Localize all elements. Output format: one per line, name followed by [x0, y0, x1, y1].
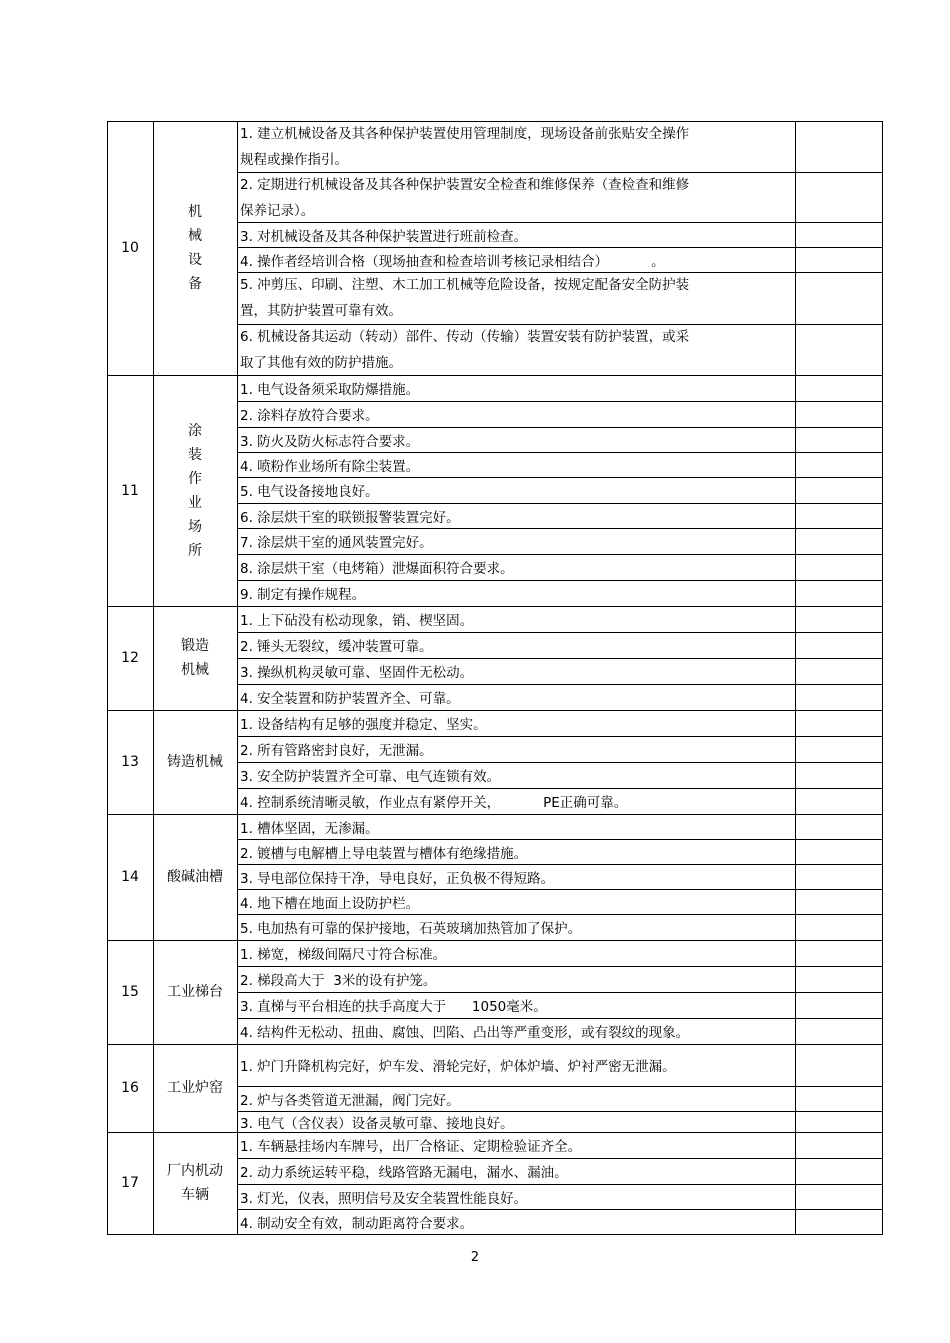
- result-cell[interactable]: [795, 222, 882, 247]
- row-divider: [237, 658, 882, 659]
- row-divider: [237, 914, 882, 915]
- section-border: [107, 1044, 882, 1045]
- check-item: 2. 定期进行机械设备及其各种保护装置安全检查和维修保养（查检查和维修 保养记录）。: [240, 177, 690, 219]
- row-divider: [237, 247, 882, 248]
- check-item: 2. 动力系统运转平稳，线路管路无漏电，漏水、漏油。: [240, 1165, 568, 1181]
- result-cell[interactable]: [795, 839, 882, 864]
- result-cell[interactable]: [795, 889, 882, 914]
- row-divider: [237, 427, 882, 428]
- row-divider: [237, 1086, 882, 1087]
- row-divider: [237, 528, 882, 529]
- check-item: 1. 电气设备须采取防爆措施。: [240, 382, 420, 398]
- result-cell[interactable]: [795, 1184, 882, 1209]
- result-cell[interactable]: [795, 452, 882, 477]
- check-item: 4. 安全装置和防护装置齐全、可靠。: [240, 691, 460, 707]
- result-cell[interactable]: [795, 1111, 882, 1132]
- check-item: 2. 所有管路密封良好，无泄漏。: [240, 743, 433, 759]
- row-divider: [237, 966, 882, 967]
- section-number: 17: [121, 1175, 139, 1191]
- check-item: 2. 涂料存放符合要求。: [240, 408, 379, 424]
- column-divider: [153, 121, 154, 1235]
- result-cell[interactable]: [795, 658, 882, 684]
- row-divider: [237, 1184, 882, 1185]
- row-divider: [237, 864, 882, 865]
- page-number: 2: [470, 1250, 480, 1265]
- column-divider: [882, 121, 883, 1235]
- result-cell[interactable]: [795, 940, 882, 966]
- row-divider: [237, 762, 882, 763]
- check-item: 4. 操作者经培训合格（现场抽查和检查培训考核记录相结合） 。: [240, 253, 665, 270]
- row-divider: [237, 477, 882, 478]
- section-number: 15: [121, 984, 139, 1000]
- check-item: 4. 地下槽在地面上设防护栏。: [240, 895, 420, 912]
- check-item: 1. 梯宽，梯级间隔尺寸符合标准。: [240, 947, 447, 963]
- row-divider: [237, 272, 882, 273]
- result-cell[interactable]: [795, 814, 882, 839]
- section-number: 12: [121, 650, 139, 666]
- row-divider: [237, 1111, 882, 1112]
- section-border: [107, 940, 882, 941]
- row-divider: [237, 580, 882, 581]
- section-number: 10: [121, 240, 139, 256]
- check-item: 2. 镀槽与电解槽上导电装置与槽体有绝缘措施。: [240, 845, 528, 862]
- section-number: 16: [121, 1080, 139, 1096]
- section-border: [107, 1132, 882, 1133]
- result-cell[interactable]: [795, 1158, 882, 1184]
- result-cell[interactable]: [795, 401, 882, 427]
- check-item: 1. 上下砧没有松动现象，销、楔坚固。: [240, 613, 474, 629]
- result-cell[interactable]: [795, 632, 882, 658]
- result-cell[interactable]: [795, 606, 882, 632]
- result-cell[interactable]: [795, 992, 882, 1018]
- check-item: 4. 控制系统清晰灵敏，作业点有紧停开关， PE正确可靠。: [240, 795, 628, 811]
- result-cell[interactable]: [795, 1044, 882, 1086]
- row-divider: [237, 401, 882, 402]
- check-item: 3. 操纵机构灵敏可靠、坚固件无松动。: [240, 665, 474, 681]
- result-cell[interactable]: [795, 324, 882, 375]
- row-divider: [237, 992, 882, 993]
- result-cell[interactable]: [795, 1209, 882, 1234]
- result-cell[interactable]: [795, 477, 882, 503]
- check-item: 3. 导电部位保持干净，导电良好，正负极不得短路。: [240, 870, 555, 887]
- section-category: 机 械 设 备: [188, 204, 202, 292]
- check-item: 1. 槽体坚固，无渗漏。: [240, 820, 379, 837]
- section-border: [107, 606, 882, 607]
- check-item: 2. 锤头无裂纹，缓冲装置可靠。: [240, 639, 433, 655]
- section-category: 涂 装 作 业 场 所: [188, 422, 202, 559]
- column-divider: [795, 121, 796, 1235]
- check-item: 6. 机械设备其运动（转动）部件、传动（传输）装置安装有防护装置，或采 取了其他有效的防护措施。: [240, 329, 690, 371]
- result-cell[interactable]: [795, 375, 882, 401]
- section-border: [107, 710, 882, 711]
- check-item: 4. 制动安全有效，制动距离符合要求。: [240, 1215, 474, 1232]
- section-number: 11: [121, 482, 139, 499]
- row-divider: [237, 736, 882, 737]
- result-cell[interactable]: [795, 554, 882, 580]
- row-divider: [237, 222, 882, 223]
- result-cell[interactable]: [795, 710, 882, 736]
- result-cell[interactable]: [795, 247, 882, 272]
- row-divider: [237, 452, 882, 453]
- result-cell[interactable]: [795, 684, 882, 710]
- row-divider: [237, 172, 882, 173]
- check-item: 9. 制定有操作规程。: [240, 587, 366, 603]
- row-divider: [237, 684, 882, 685]
- check-item: 3. 灯光，仪表，照明信号及安全装置性能良好。: [240, 1190, 528, 1207]
- check-item: 8. 涂层烘干室（电烤箱）泄爆面积符合要求。: [240, 561, 514, 577]
- result-cell[interactable]: [795, 788, 882, 814]
- result-cell[interactable]: [795, 528, 882, 554]
- section-number: 13: [121, 754, 139, 770]
- section-category: 工业炉窑: [167, 1080, 223, 1096]
- check-item: 3. 防火及防火标志符合要求。: [240, 433, 420, 450]
- row-divider: [237, 554, 882, 555]
- check-item: 4. 结构件无松动、扭曲、腐蚀、凹陷、凸出等严重变形，或有裂纹的现象。: [240, 1025, 690, 1041]
- check-item: 6. 涂层烘干室的联锁报警装置完好。: [240, 509, 460, 526]
- check-item: 7. 涂层烘干室的通风装置完好。: [240, 535, 433, 551]
- result-cell[interactable]: [795, 1086, 882, 1111]
- result-cell[interactable]: [795, 966, 882, 992]
- check-item: 3. 对机械设备及其各种保护装置进行班前检查。: [240, 228, 528, 245]
- section-category: 锻造 机械: [181, 638, 209, 678]
- result-cell[interactable]: [795, 762, 882, 788]
- section-border: [107, 375, 882, 376]
- row-divider: [237, 1158, 882, 1159]
- result-cell[interactable]: [795, 580, 882, 606]
- result-cell[interactable]: [795, 1018, 882, 1044]
- result-cell[interactable]: [795, 121, 882, 172]
- check-item: 3. 直梯与平台相连的扶手高度大于 1050毫米。: [240, 999, 547, 1015]
- check-item: 1. 设备结构有足够的强度并稳定、坚实。: [240, 717, 487, 733]
- check-item: 3. 安全防护装置齐全可靠、电气连锁有效。: [240, 769, 501, 785]
- row-divider: [237, 1018, 882, 1019]
- row-divider: [237, 324, 882, 325]
- section-number: 14: [121, 869, 139, 885]
- row-divider: [237, 839, 882, 840]
- column-divider: [107, 121, 108, 1235]
- row-divider: [237, 503, 882, 504]
- check-item: 1. 炉门升降机构完好，炉车发、滑轮完好，炉体炉墙、炉衬严密无泄漏。: [240, 1059, 676, 1075]
- check-item: 2. 梯段高大于 3米的设有护笼。: [240, 973, 437, 989]
- result-cell[interactable]: [795, 914, 882, 940]
- row-divider: [237, 788, 882, 789]
- section-category: 酸碱油槽: [167, 869, 223, 885]
- result-cell[interactable]: [795, 172, 882, 222]
- section-category: 厂内机动 车辆: [167, 1163, 223, 1203]
- check-item: 5. 电气设备接地良好。: [240, 484, 379, 500]
- row-divider: [237, 632, 882, 633]
- table-bottom-border: [107, 1234, 882, 1235]
- check-item: 1. 建立机械设备及其各种保护装置使用管理制度，现场设备前张贴安全操作 规程或操作指引。: [240, 126, 690, 168]
- row-divider: [237, 1209, 882, 1210]
- result-cell[interactable]: [795, 503, 882, 528]
- check-item: 1. 车辆悬挂场内车牌号，出厂合格证、定期检验证齐全。: [240, 1139, 582, 1155]
- section-category: 铸造机械: [167, 754, 223, 770]
- check-item: 5. 冲剪压、印刷、注塑、木工加工机械等危险设备，按规定配备安全防护装 置，其防护装置可靠有效。: [240, 277, 690, 319]
- result-cell[interactable]: [795, 1132, 882, 1158]
- result-cell[interactable]: [795, 736, 882, 762]
- result-cell[interactable]: [795, 427, 882, 452]
- check-item: 4. 喷粉作业场所有除尘装置。: [240, 458, 420, 475]
- check-item: 2. 炉与各类管道无泄漏，阀门完好。: [240, 1092, 460, 1109]
- column-divider: [237, 121, 238, 1235]
- check-item: 5. 电加热有可靠的保护接地，石英玻璃加热管加了保护。: [240, 921, 582, 937]
- check-item: 3. 电气（含仪表）设备灵敏可靠、接地良好。: [240, 1115, 514, 1132]
- section-category: 工业梯台: [167, 984, 223, 1000]
- result-cell[interactable]: [795, 864, 882, 889]
- result-cell[interactable]: [795, 272, 882, 324]
- section-border: [107, 121, 882, 122]
- row-divider: [237, 889, 882, 890]
- section-border: [107, 814, 882, 815]
